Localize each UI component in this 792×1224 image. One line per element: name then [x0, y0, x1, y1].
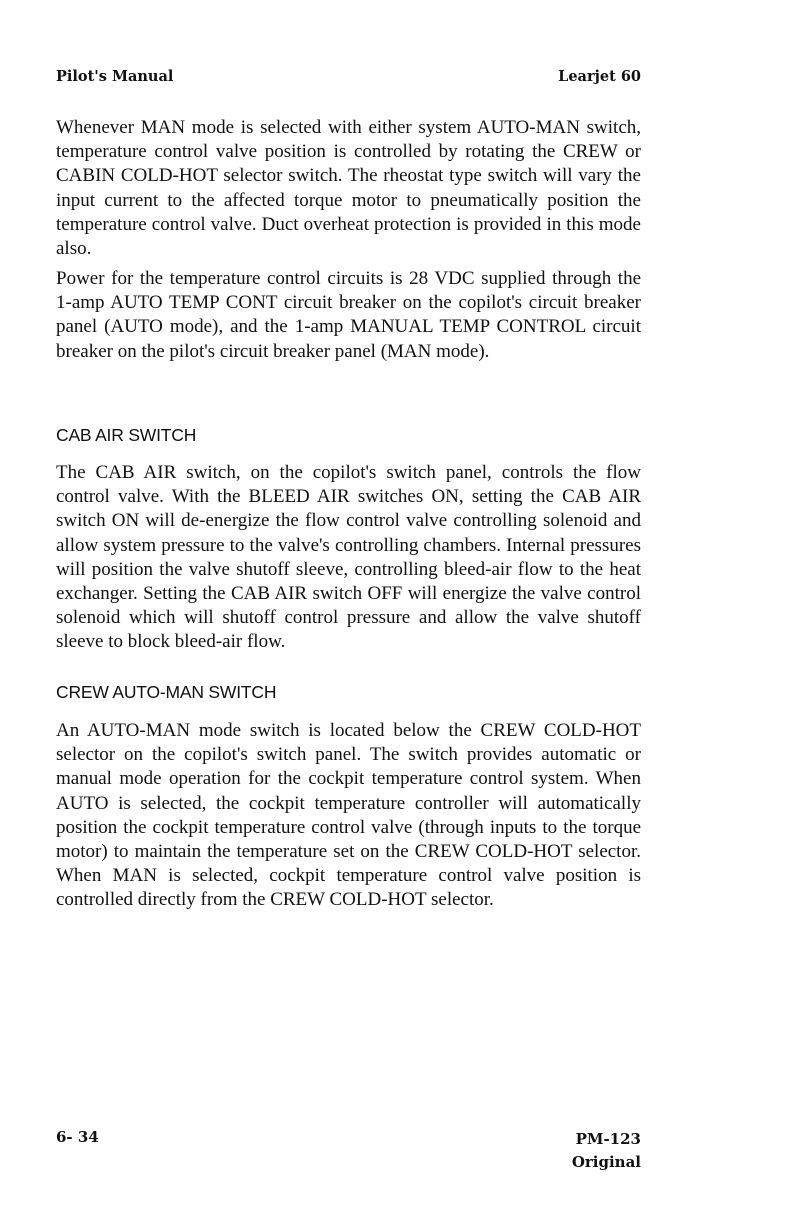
document-id: PM-123 [575, 1130, 641, 1148]
page-number: 6- 34 [56, 1128, 99, 1146]
header-manual-title: Pilot's Manual [56, 68, 174, 85]
running-header [56, 68, 641, 85]
paragraph-power-circuits: Power for the temperature control circuits is 28 VDC supplied through the 1-amp AUTO TEMP CONT circuit breaker on the copilot's circuit breaker panel (AUTO mode), and the 1-amp MANUAL TEMP CONTROL circuit breaker on the pilot's circuit breaker panel (MAN mode). [56, 268, 641, 362]
heading-crew-auto-man-switch: CREW AUTO-MAN SWITCH [56, 682, 277, 702]
revision-status: Original [571, 1153, 641, 1171]
paragraph-crew-auto-man-switch: An AUTO-MAN mode switch is located below the CREW COLD-HOT selector on the copilot's switch panel. The switch provides automatic or manual mode operation for the cockpit temperature control system. When AUTO is selected, the cockpit temperature controller will automatically position the cockpit temperature control valve (through inputs to the torque motor) to maintain the temperature set on the CREW COLD-HOT selector. When MAN is selected, cockpit temperature control valve position is controlled directly from the CREW COLD-HOT selector. [56, 720, 641, 911]
paragraph-cab-air-switch: The CAB AIR switch, on the copilot's switch panel, controls the flow control valve. With the BLEED AIR switches ON, setting the CAB AIR switch ON will de-energize the flow control valve controlling solenoid and allow system pressure to the valve's controlling chambers. Internal pressures will position the valve shutoff sleeve, controlling bleed-air flow to the heat exchanger. Setting the CAB AIR switch OFF will energize the valve control solenoid which will shutoff control pressure and allow the valve shutoff sleeve to block bleed-air flow. [56, 462, 641, 653]
paragraph-man-mode: Whenever MAN mode is selected with either system AUTO-MAN switch, temperature control valve position is controlled by rotating the CREW or CABIN COLD-HOT selector switch. The rheostat type switch will vary the input current to the affected torque motor to pneumatically position the temperature control valve. Duct overheat protection is provided in this mode also. [56, 117, 641, 260]
header-aircraft-model: Learjet 60 [558, 68, 641, 85]
heading-cab-air-switch: CAB AIR SWITCH [56, 425, 197, 445]
document-id-block [572, 1128, 641, 1174]
